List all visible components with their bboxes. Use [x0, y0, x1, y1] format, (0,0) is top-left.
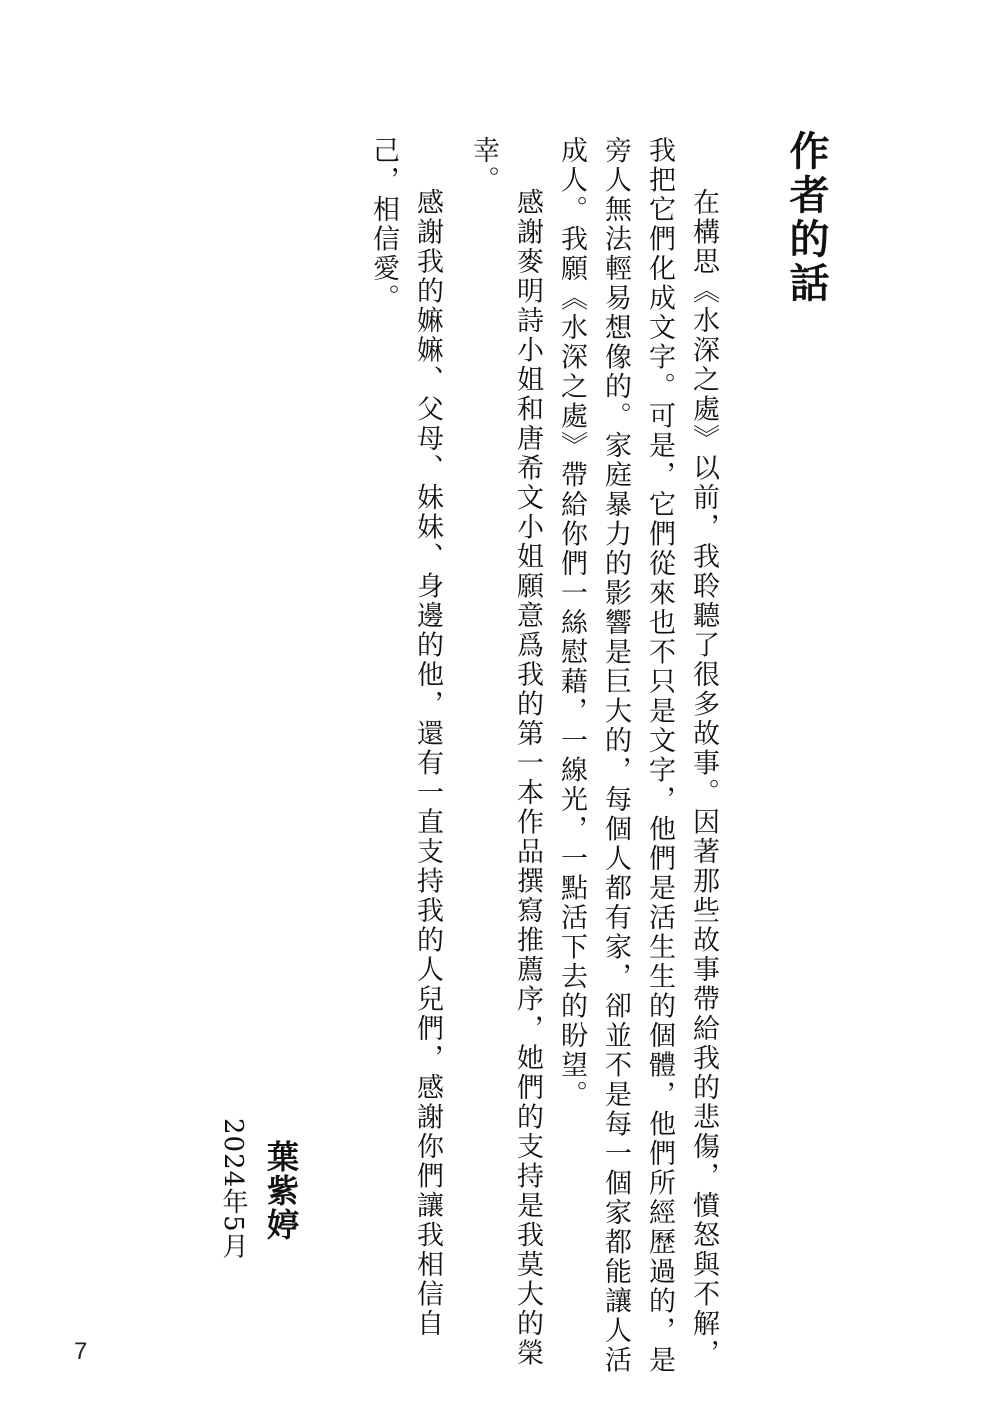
page-title: 作者的話 [783, 130, 830, 306]
body-line-3: 旁人無法輕易想像的。家庭暴力的影響是巨大的，每個人都有家，卻並不是每一個家都能讓人活 [600, 136, 631, 1375]
body-line-7: 感謝我的嫲嫲、父母、妹妹、身邊的他，還有一直支持我的人兒們，感謝你們讓我相信自 [412, 188, 443, 1339]
body-line-1: 在構思《水深之處》以前，我聆聽了很多故事。因著那些故事帶給我的悲傷，憤怒與不解， [688, 188, 719, 1368]
signature-date: 2024年5月 [218, 1118, 248, 1260]
body-line-5: 感謝麥明詩小姐和唐希文小姐願意爲我的第一本作品撰寫推薦序，她們的支持是我莫大的榮 [512, 188, 543, 1368]
body-line-2: 我把它們化成文字。可是，它們從來也不只是文字，他們是活生生的個體，他們所經歷過的，是 [644, 136, 675, 1375]
body-line-8: 己，相信愛。 [368, 136, 399, 313]
author-signature: 葉紫婷 [262, 1140, 300, 1242]
page-number: 7 [74, 1338, 88, 1365]
body-line-6: 幸。 [468, 136, 499, 195]
body-line-4: 成人。我願《水深之處》帶給你們一絲慰藉，一線光，一點活下去的盼望。 [556, 136, 587, 1110]
